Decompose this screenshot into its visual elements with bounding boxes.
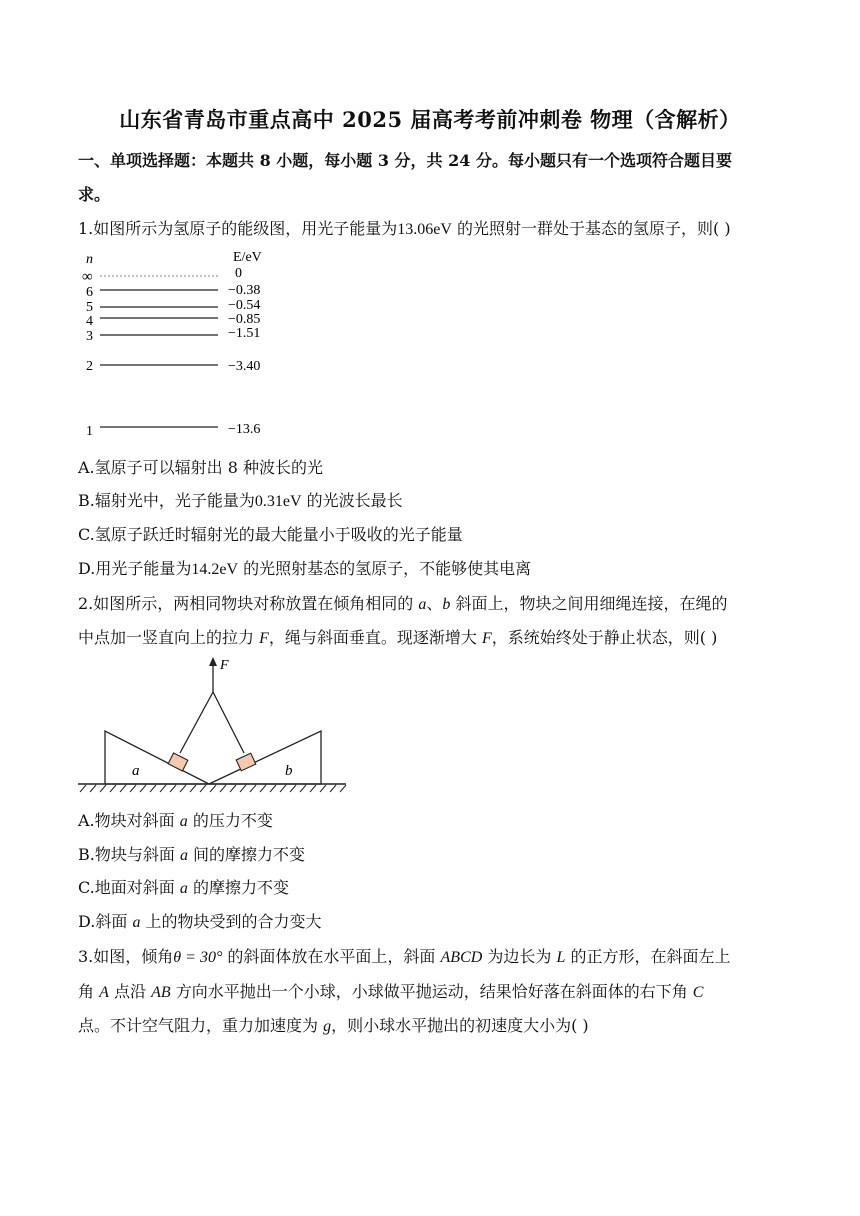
q3-theta: θ = 30°: [173, 949, 223, 966]
q3-stem-line2: [78, 979, 788, 1002]
q2-option-a-post: 的压力不变: [187, 811, 273, 830]
q3-ABCD: ABCD: [440, 949, 483, 966]
q2-stem-line1: [78, 591, 788, 614]
q1-stem-pre: 1.如图所示为氢原子的能级图，用光子能量为: [78, 219, 398, 238]
q2-option-d-post: 上的物块受到的合力变大: [140, 912, 322, 931]
rope-left: [180, 692, 213, 753]
q3-line1-d: 的正方形，在斜面左上: [565, 947, 731, 966]
q2-option-c-var: a: [179, 880, 188, 897]
q1-option-b-value: 0.31eV: [254, 493, 302, 510]
level-e-6: −0.38: [228, 283, 261, 298]
q3-line3: 点。不计空气阻力，重力加速度为: [78, 1016, 324, 1035]
q3-stem-line3: [78, 1013, 788, 1036]
fig-label-F: F: [220, 658, 229, 673]
block-right: [236, 753, 256, 771]
q2-option-c-pre: C.地面对斜面: [78, 878, 180, 897]
rope-right: [213, 692, 244, 753]
q1-option-d-post: 的光照射基态的氢原子，不能够使其电离: [238, 559, 532, 578]
level-n-6: 6: [86, 285, 93, 300]
q1-option-d-value: 14.2eV: [191, 561, 239, 578]
q2-line2-b: ，绳与斜面垂直。现逐渐增大: [268, 628, 482, 647]
q2-option-a-var: a: [179, 813, 188, 830]
q2-var-F2: F: [481, 630, 492, 647]
q3-g: g: [323, 1018, 332, 1035]
q2-option-c: [78, 875, 788, 898]
q2-stem-line2: [78, 625, 788, 648]
q2-var-a: a: [418, 596, 427, 613]
force-arrow-head: [209, 657, 217, 666]
wedge-a: [105, 731, 209, 784]
q3-line2-b: 点沿: [108, 982, 152, 1001]
q1-option-d-pre: D.用光子能量为: [78, 559, 192, 578]
q2-option-a: [78, 808, 788, 831]
q2-option-c-post: 的摩擦力不变: [187, 878, 289, 897]
level-e-inf: 0: [235, 266, 242, 281]
q1-option-b-post: 的光波长最长: [301, 491, 403, 510]
q2-option-a-pre: A.物块对斜面: [78, 811, 180, 830]
q3-AB: AB: [151, 984, 171, 1001]
q3-line3-b: ，则小球水平抛出的初速度大小为( ): [331, 1016, 589, 1035]
q2-option-d-var: a: [132, 914, 141, 931]
q1-stem-post: 的光照射一群处于基态的氢原子，则( ): [451, 219, 731, 238]
level-e-2: −3.40: [228, 359, 261, 374]
q1-option-c: C.氢原子跃迁时辐射光的最大能量小于吸收的光子能量: [78, 525, 463, 544]
diagram-n-label: n: [86, 252, 93, 267]
energy-level-diagram: [78, 246, 298, 442]
q1-option-d: [78, 556, 788, 579]
diagram-e-label: E/eV: [233, 250, 262, 265]
q2-option-d-pre: D.斜面: [78, 912, 133, 931]
q3-line2-c: 方向水平抛出一个小球，小球做平抛运动，结果恰好落在斜面体的右下角: [170, 982, 693, 1001]
wedge-b: [209, 731, 321, 784]
level-n-inf: ∞: [82, 269, 93, 285]
level-n-3: 3: [86, 329, 93, 344]
level-e-4: −0.85: [228, 312, 261, 327]
section-heading-line1: 一、单项选择题：本题共 8 小题，每小题 3 分，共 24 分。每小题只有一个选项符合题目要: [78, 151, 732, 170]
q3-L: L: [556, 949, 566, 966]
level-n-5: 5: [86, 300, 93, 315]
q2-var-b: b: [442, 596, 451, 613]
q2-option-d: [78, 909, 788, 932]
q2-option-b-post: 间的摩擦力不变: [187, 845, 306, 864]
q3-A: A: [99, 984, 109, 1001]
page-title: 山东省青岛市重点高中 2025 届高考考前冲刺卷 物理（含解析）: [119, 107, 741, 132]
level-e-1: −13.6: [228, 422, 261, 437]
q2-option-b-var: a: [179, 847, 188, 864]
q3-line2-a: 角: [78, 982, 100, 1001]
q2-line1-a: 2.如图所示，两相同物块对称放置在倾角相同的: [78, 594, 419, 613]
q2-var-F: F: [259, 630, 269, 647]
q3-line1-c: 为边长为: [482, 947, 557, 966]
level-n-1: 1: [86, 424, 93, 439]
q1-option-b-pre: B.辐射光中，光子能量为: [78, 491, 255, 510]
q3-line1-a: 3.如图，倾角: [78, 947, 174, 966]
section-heading-line2: 求。: [78, 185, 111, 204]
fig-label-a: a: [132, 763, 140, 779]
level-n-4: 4: [86, 314, 93, 329]
q3-stem-line1: [78, 944, 788, 967]
q2-line1-b: 斜面上，物块之间用细绳连接，在绳的: [450, 594, 728, 613]
level-e-5: −0.54: [228, 298, 261, 313]
level-n-2: 2: [86, 359, 93, 374]
ground-hatching: [80, 785, 346, 792]
q1-stem: [78, 216, 788, 239]
fig-label-b: b: [285, 763, 293, 779]
inclined-planes-figure: [78, 655, 350, 795]
q3-C: C: [692, 984, 704, 1001]
q2-sep: 、: [426, 594, 443, 613]
level-e-3: −1.51: [228, 326, 261, 341]
q1-energy-value: 13.06eV: [397, 221, 452, 238]
q2-line2-c: ，系统始终处于静止状态，则( ): [491, 628, 718, 647]
q1-option-a: A.氢原子可以辐射出 8 种波长的光: [78, 458, 323, 477]
q1-option-b: [78, 488, 788, 511]
q2-option-b-pre: B.物块与斜面: [78, 845, 180, 864]
q2-line2-a: 中点加一竖直向上的拉力: [78, 628, 260, 647]
q3-line1-b: 的斜面体放在水平面上，斜面: [222, 947, 441, 966]
block-left: [168, 753, 188, 771]
q2-option-b: [78, 842, 788, 865]
